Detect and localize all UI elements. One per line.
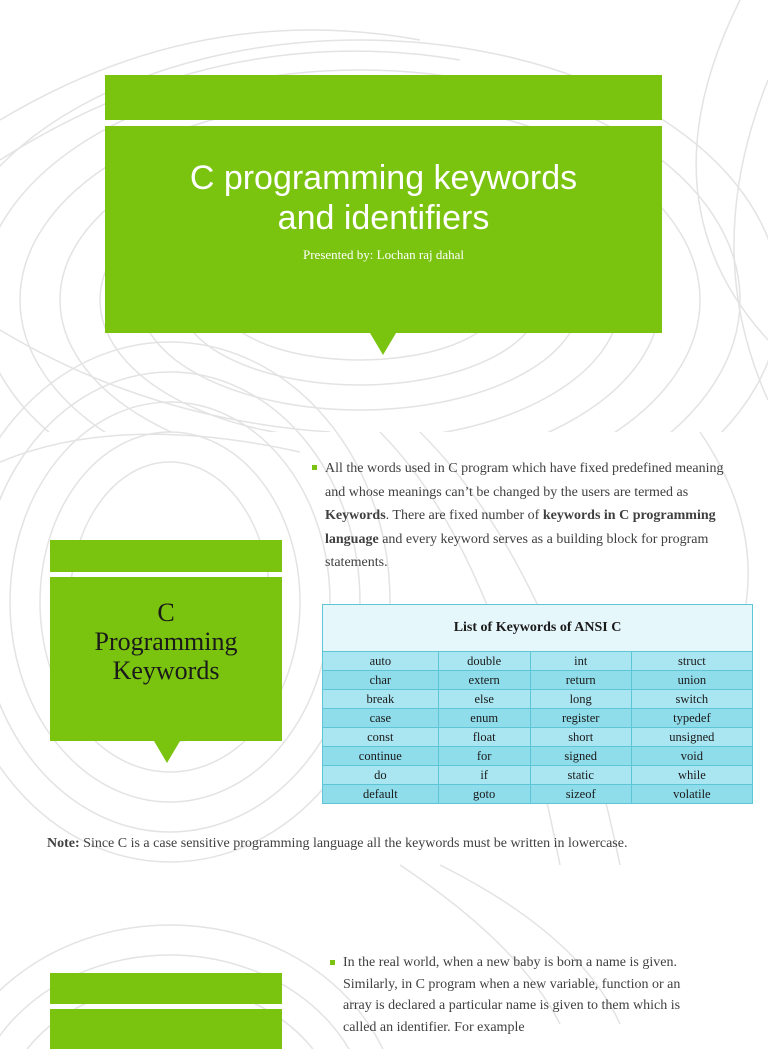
table-cell: case	[323, 709, 439, 728]
title-pointer	[370, 333, 396, 355]
section-title-line-1: C	[157, 598, 175, 627]
table-row	[323, 709, 753, 728]
table-row	[323, 766, 753, 785]
table-cell: double	[438, 652, 530, 671]
table-row	[323, 747, 753, 766]
table-cell: union	[631, 671, 752, 690]
table-cell: else	[438, 690, 530, 709]
section-title	[50, 598, 282, 685]
bullet-bold-keywords: Keywords	[325, 508, 386, 523]
table-cell: short	[530, 728, 631, 747]
bullet-square-icon	[330, 960, 335, 965]
table-cell: enum	[438, 709, 530, 728]
bullet-line-2: Similarly, in C program when a new variable, function or an	[343, 976, 681, 992]
bullet-square-icon	[312, 465, 317, 470]
bullet-part-2: . There are fixed number of	[385, 508, 543, 523]
title-line-1: C programming keywords	[189, 159, 578, 197]
bullet-line-3: array is declared a particular name is given to them which is	[343, 998, 681, 1013]
table-cell: default	[323, 785, 439, 804]
table-cell: void	[631, 747, 752, 766]
note	[47, 836, 627, 852]
table-cell: for	[438, 747, 530, 766]
table-cell: unsigned	[631, 728, 752, 747]
bullet-part-1: All the words used in C program which have fixed predefined meaning and whose meanings can’t be changed by the users are termed as	[325, 461, 724, 500]
bullet-bold-language: keywords in C programming language	[325, 508, 716, 547]
table-cell: extern	[438, 671, 530, 690]
page-title	[105, 158, 662, 238]
table-cell: static	[530, 766, 631, 785]
section-accent-bar	[50, 540, 282, 572]
section-title-line-3: Keywords	[112, 656, 220, 685]
bullet-text	[330, 952, 750, 1038]
table-cell: const	[323, 728, 439, 747]
table-row	[323, 671, 753, 690]
title-line-2: and identifiers	[277, 199, 490, 237]
bullet-text	[312, 457, 742, 575]
table-cell: register	[530, 709, 631, 728]
table-cell: typedef	[631, 709, 752, 728]
table-row	[323, 785, 753, 804]
table-cell: return	[530, 671, 631, 690]
table-cell: sizeof	[530, 785, 631, 804]
keywords-table	[322, 604, 753, 804]
table-row	[323, 728, 753, 747]
table-cell: struct	[631, 652, 752, 671]
table-cell: break	[323, 690, 439, 709]
table-cell: goto	[438, 785, 530, 804]
table-cell: continue	[323, 747, 439, 766]
table-cell: long	[530, 690, 631, 709]
slide-title	[0, 0, 768, 432]
table-cell: auto	[323, 652, 439, 671]
section-title-line-2: Programming	[94, 627, 238, 656]
table-cell: volatile	[631, 785, 752, 804]
table-cell: int	[530, 652, 631, 671]
table-cell: do	[323, 766, 439, 785]
section-title-box	[50, 1009, 282, 1049]
table-cell: if	[438, 766, 530, 785]
bullet-line-4: called an identifier. For example	[343, 1019, 525, 1035]
keywords-bullet	[312, 457, 742, 575]
note-label: Note:	[47, 836, 80, 851]
table-cell: while	[631, 766, 752, 785]
identifiers-bullet	[330, 952, 750, 1038]
table-cell: signed	[530, 747, 631, 766]
table-cell: switch	[631, 690, 752, 709]
table-cell: float	[438, 728, 530, 747]
subtitle: Presented by: Lochan raj dahal	[303, 247, 464, 262]
section-pointer	[154, 741, 180, 763]
slide-keywords	[0, 432, 768, 865]
section-accent-bar	[50, 973, 282, 1004]
bullet-line-1: In the real world, when a new baby is born a name is given.	[343, 955, 677, 970]
table-cell: char	[323, 671, 439, 690]
table-row	[323, 652, 753, 671]
title-accent-bar	[105, 75, 662, 120]
table-row	[323, 690, 753, 709]
table-caption: List of Keywords of ANSI C	[323, 605, 753, 652]
bullet-part-3: and every keyword serves as a building block for program statements.	[325, 531, 709, 570]
note-text: Since C is a case sensitive programming language all the keywords must be written in lowercase.	[79, 836, 628, 851]
slide-identifiers	[0, 865, 768, 1035]
